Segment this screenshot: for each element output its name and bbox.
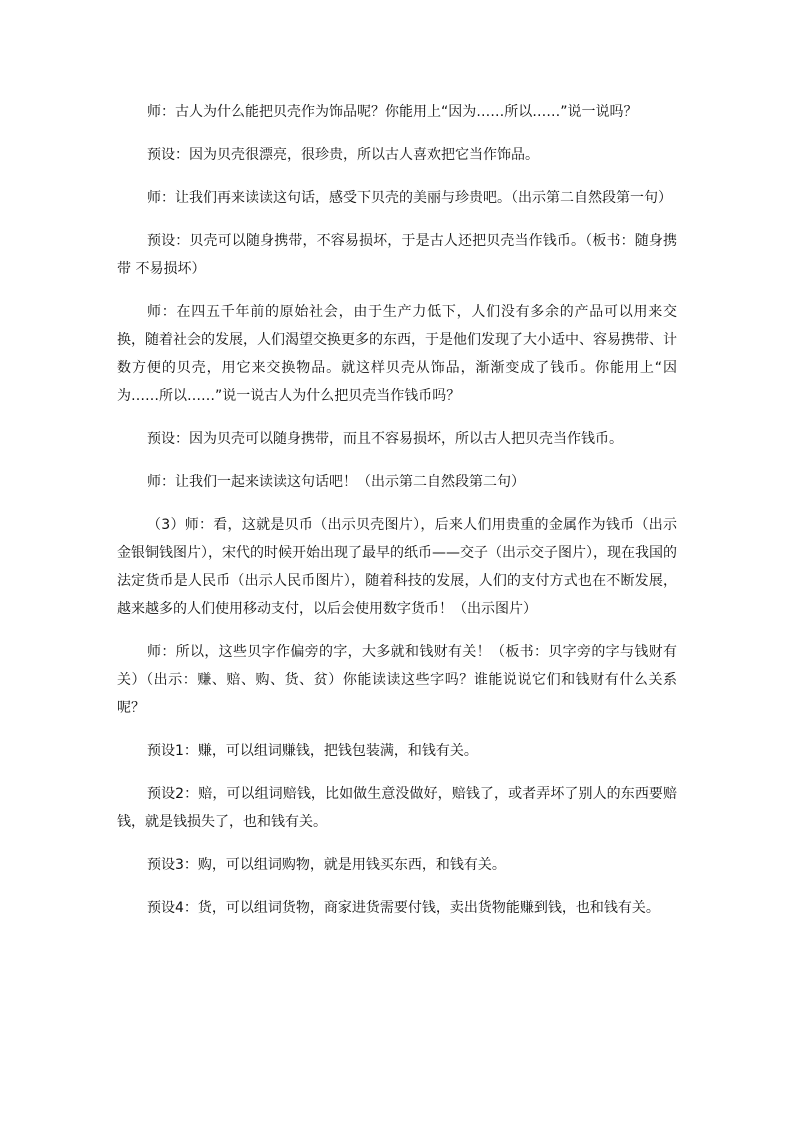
paragraph-step-3: （3）师：看，这就是贝币（出示贝壳图片），后来人们用贵重的金属作为钱币（出示金银铜钱图片），宋代的时候开始出现了最早的纸币——交子（出示交子图片），现在我国的法定货币是人民币（出示人民币图片），随着科技的发展，人们的支付方式也在不断发展，越来越多的人们使用移动支付，以后会使用数字货币！（出示图片）	[117, 517, 677, 617]
paragraph-teacher-explain: 师：在四五千年前的原始社会，由于生产力低下，人们没有多余的产品可以用来交换，随着社会的发展，人们渴望交换更多的东西，于是他们发现了大小适中、容易携带、计数方便的贝壳，用它来交换物品。就这样贝壳从饰品，渐渐变成了钱币。你能用上“因为……所以……”说一说古人为什么把贝壳当作钱币吗？	[117, 304, 677, 404]
paragraph-teacher-read-2: 师：让我们一起来读读这句话吧！（出示第二自然段第二句）	[147, 474, 525, 490]
paragraph-preset-2: 预设：贝壳可以随身携带，不容易损坏，于是古人还把贝壳当作钱币。（板书：随身携带 不易损坏）	[117, 233, 677, 277]
paragraph-preset-zhuan: 预设1：赚，可以组词赚钱，把钱包装满，和钱有关。	[147, 743, 478, 759]
paragraph-preset-1: 预设：因为贝壳很漂亮，很珍贵，所以古人喜欢把它当作饰品。	[147, 147, 539, 163]
paragraph-preset-gou: 预设3：购，可以组词购物，就是用钱买东西，和钱有关。	[147, 857, 506, 873]
document-body	[117, 98, 677, 937]
paragraph-teacher-radical: 师：所以，这些贝字作偏旁的字，大多就和钱财有关！（板书：贝字旁的字与钱财有关）（出示：赚、赔、购、货、贫）你能读读这些字吗？谁能说说它们和钱财有什么关系呢？	[117, 644, 677, 716]
paragraph-preset-pei: 预设2：赔，可以组词赔钱，比如做生意没做好，赔钱了，或者弄坏了别人的东西要赔钱，就是钱损失了，也和钱有关。	[117, 786, 677, 830]
paragraph-preset-huo: 预设4：货，可以组词货物，商家进货需要付钱，卖出货物能赚到钱，也和钱有关。	[147, 900, 660, 916]
paragraph-preset-3: 预设：因为贝壳可以随身携带，而且不容易损坏，所以古人把贝壳当作钱币。	[147, 431, 623, 447]
paragraph-teacher-question-1: 师：古人为什么能把贝壳作为饰品呢？你能用上“因为……所以……”说一说吗？	[147, 104, 638, 120]
paragraph-teacher-read-1: 师：让我们再来读读这句话，感受下贝壳的美丽与珍贵吧。（出示第二自然段第一句）	[147, 190, 672, 206]
